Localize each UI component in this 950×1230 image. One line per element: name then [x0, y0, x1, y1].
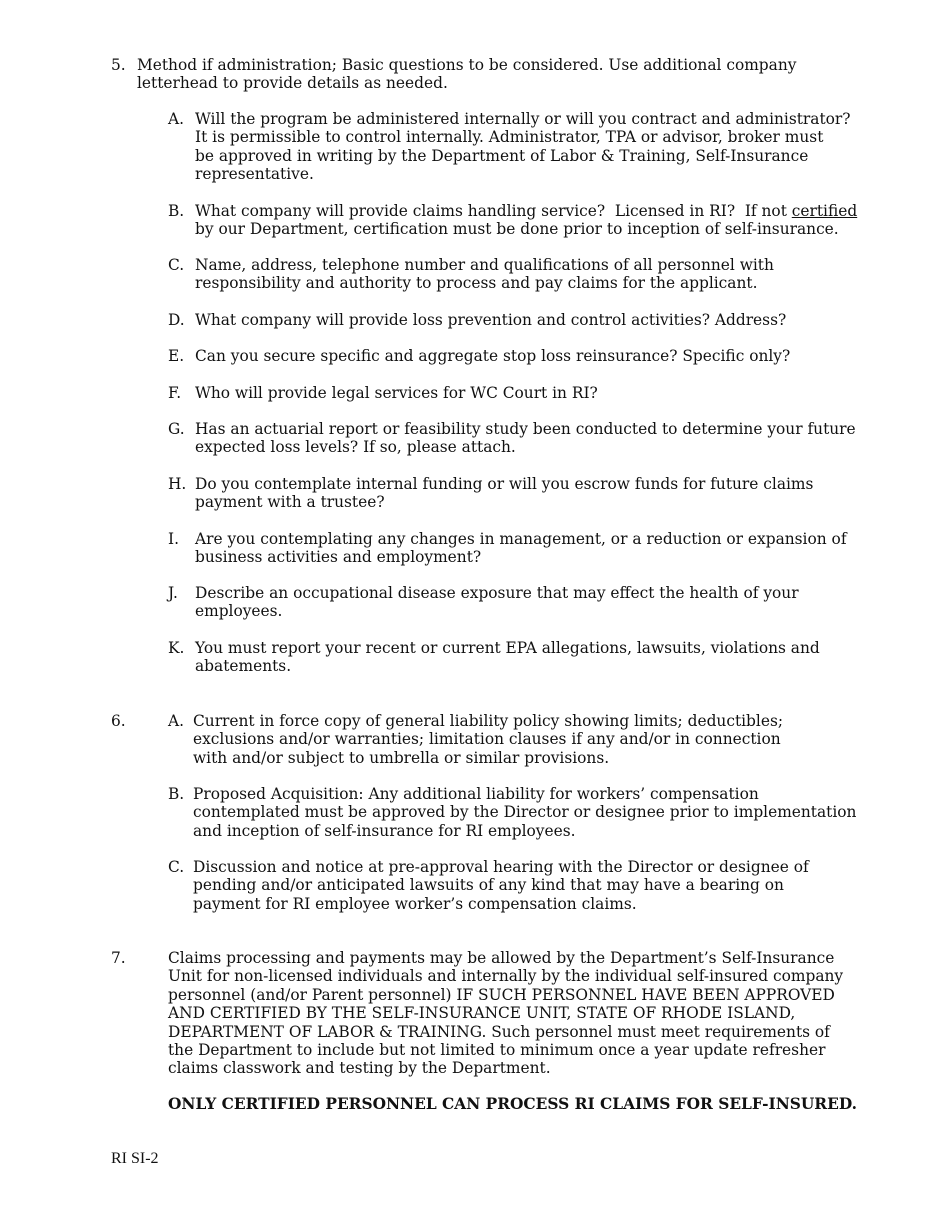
text-line: business activities and employment?: [195, 548, 482, 567]
text-line: exclusions and/or warranties; limitation clauses if any and/or in connection: [193, 730, 781, 749]
form-id-footer: RI SI-2: [111, 1150, 159, 1167]
text-line: expected loss levels? If so, please attach.: [195, 438, 516, 457]
item-6a-letter: A.: [168, 712, 185, 730]
text-line: Are you contemplating any changes in management, or a reduction or expansion of: [195, 530, 847, 548]
item-5h-letter: H.: [168, 475, 187, 493]
item-5e-text: [195, 347, 790, 365]
text-line: It is permissible to control internally. Administrator, TPA or advisor, broker must: [195, 128, 824, 147]
text-line: [195, 202, 857, 220]
text-line: Current in force copy of general liability policy showing limits; deductibles;: [193, 712, 784, 730]
section-7-number: 7.: [111, 949, 126, 967]
item-5h-text: [195, 475, 813, 512]
text-line: Will the program be administered internally or will you contract and administrator?: [195, 110, 851, 128]
underlined-word: certified: [791, 202, 858, 220]
text-line: letterhead to provide details as needed.: [137, 74, 448, 93]
text-line: Discussion and notice at pre-approval hearing with the Director or designee of: [193, 858, 809, 876]
section-6-number: 6.: [111, 712, 126, 730]
item-5d-text: [195, 311, 786, 329]
text-line: and inception of self-insurance for RI employees.: [193, 821, 576, 840]
text-line: Do you contemplate internal funding or will you escrow funds for future claims: [195, 475, 814, 493]
text-line: Method if administration; Basic questions to be considered. Use additional company: [137, 56, 797, 74]
item-5f-letter: F.: [168, 384, 182, 402]
text-line: Claims processing and payments may be allowed by the Department’s Self-Insurance: [168, 949, 835, 967]
text-line: payment with a trustee?: [195, 493, 385, 512]
certified-personnel-notice: ONLY CERTIFIED PERSONNEL CAN PROCESS RI CLAIMS FOR SELF-INSURED.: [168, 1095, 857, 1113]
text-line: Can you secure specific and aggregate stop loss reinsurance? Specific only?: [195, 347, 791, 365]
text-line: Describe an occupational disease exposure that may effect the health of your: [195, 584, 799, 602]
section-7-text: [168, 949, 843, 1078]
text-line: payment for RI employee worker’s compensation claims.: [193, 894, 637, 913]
text-line: personnel (and/or Parent personnel) IF SUCH PERSONNEL HAVE BEEN APPROVED: [168, 985, 835, 1004]
item-6a-text: [193, 712, 783, 767]
text-line: responsibility and authority to process and pay claims for the applicant.: [195, 274, 758, 293]
item-5g-text: [195, 420, 856, 457]
text-line: You must report your recent or current EPA allegations, lawsuits, violations and: [195, 639, 820, 657]
text-line: Name, address, telephone number and qualifications of all personnel with: [195, 256, 774, 274]
text-line: What company will provide loss prevention and control activities? Address?: [195, 311, 787, 329]
item-6b-text: [193, 785, 856, 840]
text-line: DEPARTMENT OF LABOR & TRAINING. Such personnel must meet requirements of: [168, 1022, 830, 1041]
item-5c-text: [195, 256, 774, 293]
text-line: pending and/or anticipated lawsuits of any kind that may have a bearing on: [193, 876, 784, 895]
item-5d-letter: D.: [168, 311, 185, 329]
text-line: representative.: [195, 165, 314, 184]
item-5c-letter: C.: [168, 256, 185, 274]
item-5f-text: [195, 384, 598, 402]
text-line: abatements.: [195, 657, 292, 676]
section-5-number: 5.: [111, 56, 126, 74]
text-line: Has an actuarial report or feasibility study been conducted to determine your future: [195, 420, 856, 438]
text-line: with and/or subject to umbrella or similar provisions.: [193, 748, 610, 767]
item-5e-letter: E.: [168, 347, 185, 365]
text-line: Proposed Acquisition: Any additional liability for workers’ compensation: [193, 785, 759, 803]
item-6c-letter: C.: [168, 858, 185, 876]
text-line: AND CERTIFIED BY THE SELF-INSURANCE UNIT, STATE OF RHODE ISLAND,: [168, 1004, 796, 1023]
item-5b-text: [195, 202, 857, 239]
item-5a-letter: A.: [168, 110, 185, 128]
text-line: Who will provide legal services for WC Court in RI?: [195, 384, 598, 402]
item-5b-letter: B.: [168, 202, 185, 220]
text-line: by our Department, certification must be done prior to inception of self-insurance.: [195, 220, 839, 239]
item-6b-letter: B.: [168, 785, 185, 803]
item-5j-letter: J.: [168, 584, 178, 602]
item-5g-letter: G.: [168, 420, 185, 438]
item-5i-letter: I.: [168, 530, 179, 548]
section-5-text: [137, 56, 796, 93]
text-line: claims classwork and testing by the Department.: [168, 1059, 551, 1078]
item-5k-letter: K.: [168, 639, 185, 657]
text-line: be approved in writing by the Department of Labor & Training, Self-Insurance: [195, 146, 809, 165]
item-6c-text: [193, 858, 809, 913]
text-line: employees.: [195, 602, 283, 621]
item-5i-text: [195, 530, 847, 567]
item-5a-text: [195, 110, 851, 184]
item-5k-text: [195, 639, 820, 676]
text-line: the Department to include but not limited to minimum once a year update refresher: [168, 1041, 826, 1060]
text-line: Unit for non-licensed individuals and internally by the individual self-insured company: [168, 967, 844, 986]
text-line: contemplated must be approved by the Director or designee prior to implementation: [193, 803, 857, 822]
text-segment: What company will provide claims handling service? Licensed in RI? If not: [195, 202, 792, 220]
item-5j-text: [195, 584, 799, 621]
